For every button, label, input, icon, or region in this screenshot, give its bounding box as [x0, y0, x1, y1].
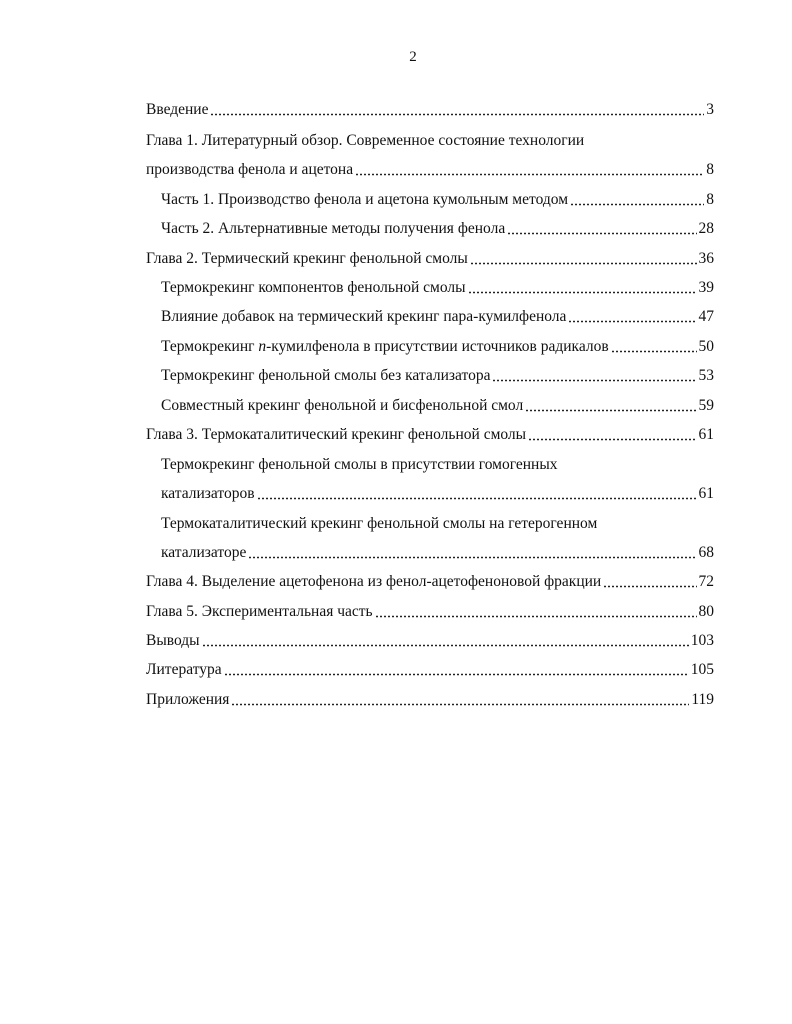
toc-entry-label: Совместный крекинг фенольной и бисфенольной смол	[161, 397, 524, 414]
toc-entry-page: 3	[706, 101, 714, 118]
toc-entry-chapter2-section2[interactable]	[161, 307, 714, 327]
toc-entry-chapter3-section2[interactable]	[161, 543, 714, 563]
toc-entry-appendices[interactable]	[146, 690, 714, 710]
toc-entry-page: 80	[698, 603, 714, 620]
dot-leader	[248, 556, 696, 559]
toc-entry-label: Термокрекинг фенольной смолы без катализатора	[161, 367, 491, 384]
toc-entry-chapter3[interactable]	[146, 425, 714, 445]
dot-leader	[507, 232, 696, 235]
toc-entry-page: 47	[698, 308, 714, 325]
toc-entry-label: Приложения	[146, 691, 230, 708]
toc-entry-page: 59	[698, 397, 714, 414]
toc-entry-page: 105	[690, 661, 714, 678]
toc-entry-page: 103	[690, 632, 714, 649]
toc-entry-label: Глава 3. Термокаталитический крекинг фенольной смолы	[146, 426, 527, 443]
toc-entry-page: 28	[698, 220, 714, 237]
toc-entry-page: 8	[706, 191, 714, 208]
toc-entry-page: 68	[698, 544, 714, 561]
toc-entry-label: производства фенола и ацетона	[146, 161, 354, 178]
toc-entry-page: 36	[698, 250, 714, 267]
toc-entry-page: 8	[706, 161, 714, 178]
toc-entry-label: Глава 5. Экспериментальная часть	[146, 603, 373, 620]
dot-leader	[570, 203, 704, 206]
toc-entry-page: 72	[698, 573, 714, 590]
toc-entry-chapter3-section1-line1[interactable]: Термокрекинг фенольной смолы в присутствии гомогенных	[161, 456, 558, 473]
toc-entry-label: Глава 2. Термический крекинг фенольной смолы	[146, 250, 468, 267]
toc-entry-page: 119	[691, 691, 714, 708]
toc-entry-chapter2-section3[interactable]	[161, 337, 714, 357]
dot-leader	[603, 585, 696, 588]
label-prefix: Термокрекинг	[161, 338, 259, 355]
toc-entry-chapter1-part1[interactable]	[161, 190, 714, 210]
toc-entry-chapter3-section1[interactable]	[161, 484, 714, 504]
toc-entry-chapter5[interactable]	[146, 602, 714, 622]
dot-leader	[470, 262, 697, 265]
dot-leader	[568, 320, 696, 323]
toc-entry-label: катализаторов	[161, 485, 255, 502]
page-number: 2	[409, 49, 417, 65]
dot-leader	[611, 350, 697, 353]
toc-entry-chapter1[interactable]	[146, 160, 714, 180]
dot-leader	[492, 379, 696, 382]
toc-entry-page: 61	[698, 485, 714, 502]
dot-leader	[525, 409, 696, 412]
dot-leader	[375, 615, 697, 618]
toc-entry-label: Введение	[146, 101, 209, 118]
toc-entry-intro[interactable]	[146, 100, 714, 120]
toc-entry-chapter2-section1[interactable]	[161, 278, 714, 298]
label-suffix: -кумилфенола в присутствии источников радикалов	[266, 338, 609, 355]
toc-entry-label: Выводы	[146, 632, 200, 649]
toc-entry-label: Часть 2. Альтернативные методы получения фенола	[161, 220, 506, 237]
dot-leader	[528, 438, 696, 441]
toc-entry-label: катализаторе	[161, 544, 247, 561]
toc-entry-page: 39	[698, 279, 714, 296]
dot-leader	[231, 703, 689, 706]
dot-leader	[257, 497, 697, 500]
toc-entry-label: Часть 1. Производство фенола и ацетона кумольным методом	[161, 191, 569, 208]
label-italic: п	[258, 338, 267, 355]
toc-entry-label: Термокрекинг компонентов фенольной смолы	[161, 279, 466, 296]
toc-entry-chapter2-section4[interactable]	[161, 366, 714, 386]
toc-entry-literature[interactable]	[146, 660, 714, 680]
toc-entry-page: 53	[698, 367, 714, 384]
toc-entry-chapter2-section5[interactable]	[161, 396, 714, 416]
dot-leader	[468, 291, 697, 294]
dot-leader	[224, 673, 689, 676]
toc-entry-label	[161, 337, 609, 357]
toc-entry-label: Влияние добавок на термический крекинг пара-кумилфенола	[161, 308, 567, 325]
toc-entry-page: 50	[698, 338, 714, 355]
toc-entry-chapter1-part2[interactable]	[161, 219, 714, 239]
toc-entry-chapter2[interactable]	[146, 249, 714, 269]
dot-leader	[355, 173, 704, 176]
toc-entry-page: 61	[698, 426, 714, 443]
toc-entry-label: Литература	[146, 661, 222, 678]
dot-leader	[210, 113, 704, 116]
toc-entry-label: Глава 4. Выделение ацетофенона из фенол-ацетофеноновой фракции	[146, 573, 602, 590]
toc-entry-conclusions[interactable]	[146, 631, 714, 651]
toc-entry-chapter1-line1[interactable]: Глава 1. Литературный обзор. Современное состояние технологии	[146, 132, 585, 149]
dot-leader	[202, 644, 689, 647]
toc-entry-chapter4[interactable]	[146, 572, 714, 592]
toc-entry-chapter3-section2-line1[interactable]: Термокаталитический крекинг фенольной смолы на гетерогенном	[161, 515, 598, 532]
